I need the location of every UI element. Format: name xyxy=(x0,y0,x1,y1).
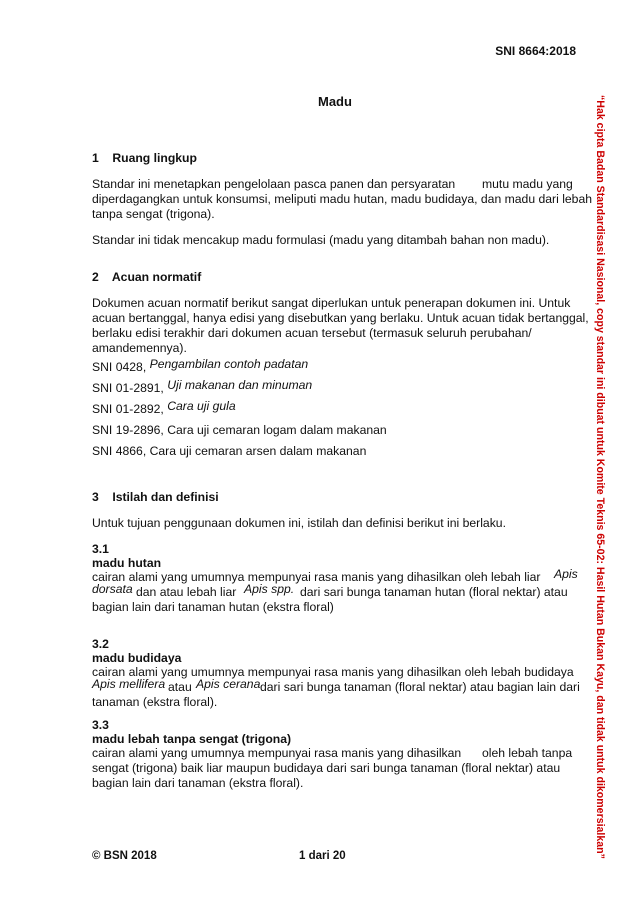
definition-number-3-2: 3.2 xyxy=(92,637,109,651)
d1-line2a: dan atau lebah liar xyxy=(136,585,237,599)
d2-line2-italic-2: Apis cerana xyxy=(196,677,261,691)
d2-line1: cairan alami yang umumnya mempunyai rasa manis yang dihasilkan oleh lebah budidaya xyxy=(92,665,574,679)
s2-p1-line3: berlaku edisi terakhir dari dokumen acuan tersebut (termasuk seluruh perubahan/ xyxy=(92,326,532,340)
reference-3 xyxy=(92,399,236,417)
page-title: Madu xyxy=(318,94,352,109)
section-heading-3: 3 Istilah dan definisi xyxy=(92,490,219,504)
d1-line1-italic: Apis xyxy=(554,567,578,581)
section-heading-1: 1 Ruang lingkup xyxy=(92,151,197,165)
d2-line3: tanaman (ekstra floral). xyxy=(92,695,218,709)
d3-line1b: oleh lebah tanpa xyxy=(482,746,573,760)
section-heading-2: 2 Acuan normatif xyxy=(92,270,202,284)
reference-5: SNI 4866, Cara uji cemaran arsen dalam makanan xyxy=(92,444,367,458)
d2-line2b: dari sari bunga tanaman (floral nektar) atau bagian lain dari xyxy=(260,680,580,694)
d3-line2: sengat (trigona) baik liar maupun budidaya dari sari bunga tanaman (floral nektar) atau xyxy=(92,761,561,775)
d3-line1a: cairan alami yang umumnya mempunyai rasa manis yang dihasilkan xyxy=(92,746,462,760)
definition-number-3-3: 3.3 xyxy=(92,718,109,732)
s3-intro: Untuk tujuan penggunaan dokumen ini, istilah dan definisi berikut ini berlaku. xyxy=(92,516,506,530)
definition-term-madu-hutan: madu hutan xyxy=(92,556,162,570)
s1-p2: Standar ini tidak mencakup madu formulasi (madu yang ditambah bahan non madu). xyxy=(92,233,550,247)
s2-p1-line4: amandemennya). xyxy=(92,341,187,355)
d1-line2-italic-2: Apis spp. xyxy=(244,582,295,596)
definition-term-madu-budidaya: madu budidaya xyxy=(92,651,182,665)
footer-page-number: 1 dari 20 xyxy=(299,850,346,862)
s1-p1-line1b: mutu madu yang xyxy=(482,177,573,191)
reference-1 xyxy=(92,357,309,375)
reference-code: SNI 01-2892, xyxy=(92,402,164,416)
document-code: SNI 8664:2018 xyxy=(495,44,576,58)
s1-p1-line2: diperdagangkan untuk konsumsi, meliputi madu hutan, madu budidaya, dan madu dari lebah xyxy=(92,192,593,206)
reference-2 xyxy=(92,378,313,396)
reference-title: Pengambilan contoh padatan xyxy=(149,357,309,371)
reference-code: SNI 0428, xyxy=(92,360,147,374)
s1-p1-line1a: Standar ini menetapkan pengelolaan pasca panen dan persyaratan xyxy=(92,177,456,191)
copyright-sidebar-note: “Hak cipta Badan Standardisasi Nasional, copy standar ini dibuat untuk Komite Teknis 65-02: Hasil Hutan Bukan Kayu, dan tidak untuk dikomersialkan” xyxy=(594,95,606,859)
d2-line2-italic: Apis mellifera xyxy=(92,677,166,691)
reference-title: Uji makanan dan minuman xyxy=(167,378,313,392)
reference-title: Cara uji gula xyxy=(167,399,236,413)
s2-p1-line2: acuan bertanggal, hanya edisi yang disebutkan yang berlaku. Untuk acuan tidak bertanggal, xyxy=(92,311,589,325)
footer-copyright: © BSN 2018 xyxy=(92,850,157,862)
d2-line2a: atau xyxy=(168,680,192,694)
d1-line2-italic: dorsata xyxy=(92,582,133,596)
s1-p1-line3: tanpa sengat (trigona). xyxy=(92,207,215,221)
reference-code: SNI 01-2891, xyxy=(92,381,164,395)
definition-term-madu-trigona: madu lebah tanpa sengat (trigona) xyxy=(92,732,292,746)
d1-line1: cairan alami yang umumnya mempunyai rasa manis yang dihasilkan oleh lebah liar xyxy=(92,570,541,584)
d1-line2b: dari sari bunga tanaman hutan (floral nektar) atau xyxy=(300,585,568,599)
s2-p1-line1: Dokumen acuan normatif berikut sangat diperlukan untuk penerapan dokumen ini. Untuk xyxy=(92,296,571,310)
d1-line3: bagian lain dari tanaman hutan (ekstra floral) xyxy=(92,600,334,614)
reference-4: SNI 19-2896, Cara uji cemaran logam dalam makanan xyxy=(92,423,387,437)
d3-line3: bagian lain dari tanaman (ekstra floral). xyxy=(92,776,304,790)
definition-number-3-1: 3.1 xyxy=(92,542,109,556)
